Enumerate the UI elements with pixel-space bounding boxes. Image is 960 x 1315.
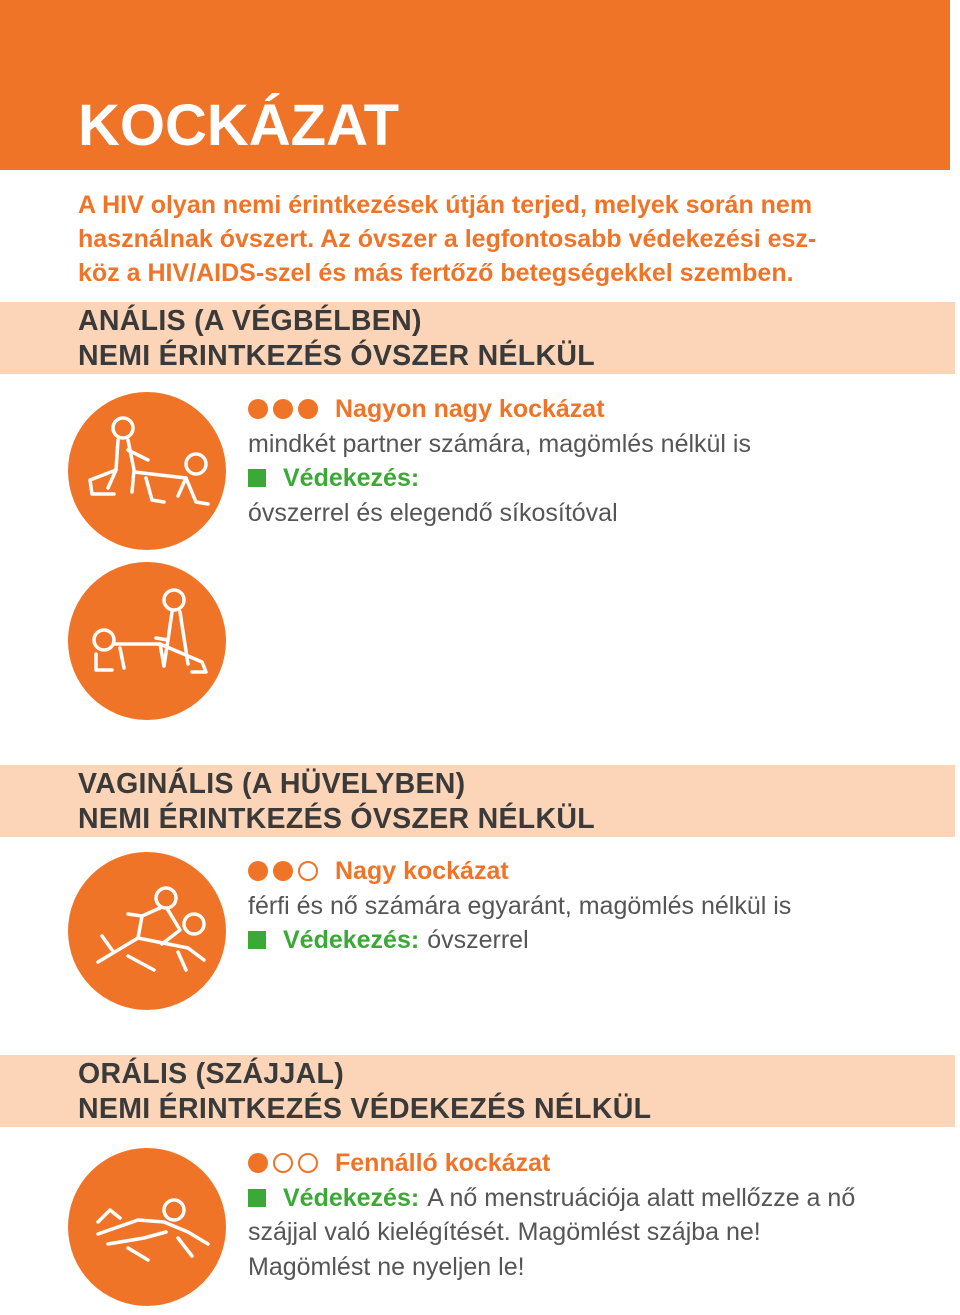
protection-square-icon [248, 931, 266, 949]
risk-dot-filled [248, 1153, 268, 1173]
protection-line [248, 461, 948, 496]
intro-line: A HIV olyan nemi érintkezések útján terjed, melyek során nem [78, 191, 813, 219]
risk-label: Nagy kockázat [335, 857, 509, 885]
risk-level-dots [248, 399, 323, 419]
risk-label: Nagyon nagy kockázat [335, 395, 605, 423]
section-anal-content [248, 392, 948, 530]
intro-line: köz a HIV/AIDS-szel és más fertőző betegségekkel szemben. [78, 259, 794, 287]
risk-dot-filled [273, 399, 293, 419]
risk-dot-empty [298, 1153, 318, 1173]
risk-line [248, 392, 948, 427]
risk-dot-empty [298, 861, 318, 881]
protection-label: Védekezés: [283, 926, 420, 954]
protection-text: óvszerrel [427, 926, 529, 954]
protection-label: Védekezés: [283, 1183, 420, 1212]
risk-detail: mindkét partner számára, magömlés nélkül is [248, 429, 751, 458]
risk-label: Fennálló kockázat [335, 1149, 551, 1177]
section-title-line: VAGINÁLIS (A HÜVELYBEN) [78, 768, 466, 800]
protection-text: A nő menstruációja alatt mellőzze a nő [427, 1183, 856, 1212]
section-title-line: ORÁLIS (SZÁJJAL) [78, 1058, 345, 1090]
section-vaginal-content [248, 854, 948, 958]
section-oral-title [78, 1057, 651, 1127]
risk-dot-filled [248, 861, 268, 881]
section-anal-title [78, 304, 595, 374]
protection-square-icon [248, 1189, 266, 1207]
risk-level-dots [248, 861, 323, 881]
risk-detail: férfi és nő számára egyaránt, magömlés nélkül is [248, 891, 792, 920]
risk-dot-empty [273, 1153, 293, 1173]
section-title-line: NEMI ÉRINTKEZÉS VÉDEKEZÉS NÉLKÜL [78, 1093, 652, 1125]
anal-position-icon [68, 392, 226, 550]
protection-detail: Magömlést ne nyeljen le! [248, 1252, 525, 1281]
risk-level-dots [248, 1153, 323, 1173]
risk-dot-filled [248, 399, 268, 419]
section-title-line: NEMI ÉRINTKEZÉS ÓVSZER NÉLKÜL [78, 340, 595, 372]
intro-line: használnak óvszert. Az óvszer a legfontosabb védekezési esz- [78, 225, 817, 253]
protection-line [248, 1181, 948, 1216]
oral-position-icon [68, 1148, 226, 1306]
risk-dot-filled [273, 861, 293, 881]
section-title-line: ANÁLIS (A VÉGBÉLBEN) [78, 305, 422, 337]
page-title: KOCKÁZAT [78, 93, 400, 158]
protection-line [248, 923, 948, 958]
section-title-line: NEMI ÉRINTKEZÉS ÓVSZER NÉLKÜL [78, 803, 595, 835]
intro-text [78, 188, 938, 290]
protection-square-icon [248, 469, 266, 487]
vaginal-position-icon [68, 852, 226, 1010]
protection-detail: szájjal való kielégítését. Magömlést szájba ne! [248, 1218, 761, 1246]
protection-label: Védekezés: [283, 464, 420, 492]
risk-line [248, 854, 948, 889]
risk-dot-filled [298, 399, 318, 419]
protection-detail: óvszerrel és elegendő síkosítóval [248, 498, 618, 527]
risk-line [248, 1146, 948, 1181]
section-vaginal-title [78, 767, 595, 837]
section-oral-content [248, 1146, 948, 1284]
anal-position-alt-icon [68, 562, 226, 720]
